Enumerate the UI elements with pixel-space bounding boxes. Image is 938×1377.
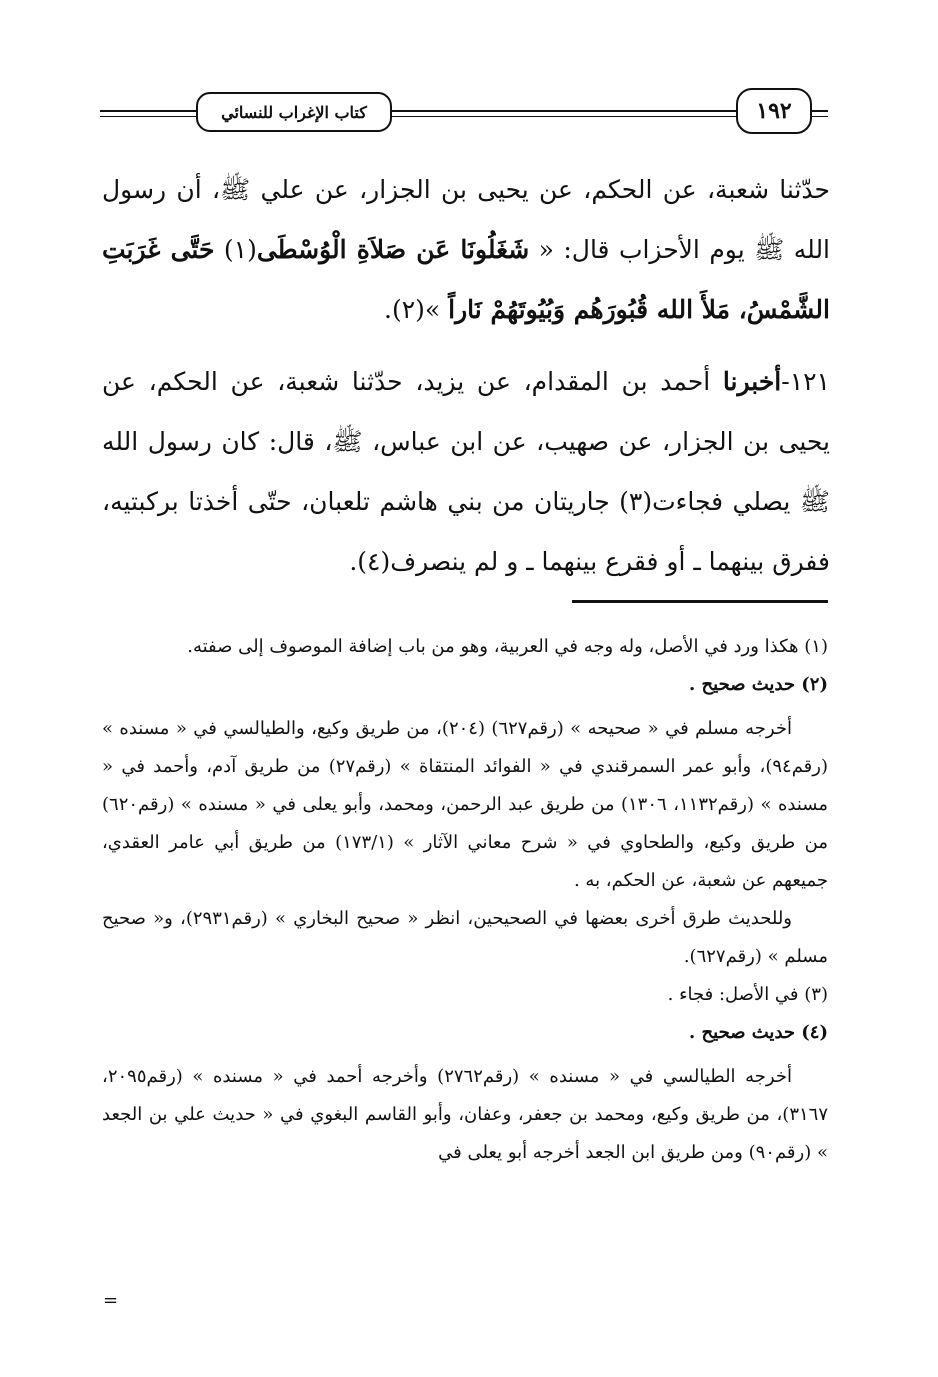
paragraph-hadith-120 (102, 160, 830, 340)
continuation-mark: = (103, 1290, 119, 1311)
text-run: »(٢). (384, 295, 449, 324)
text-run: أحمد بن المقدام، عن يزيد، حدّثنا شعبة، عن الحكم، عن يحيى بن الجزار، عن صهيب، عن ابن عباس، ﷺ، قال: كان رسول الله ﷺ يصلي فجاءت(٣) جاريتان من بني هاشم تلعبان، حتّى أخذتا بركبتيه، ففرق بينهما ـ أو فقرع بينهما ـ و لم ينصرف(٤). (102, 367, 830, 576)
footnote-ref: (١) (214, 235, 257, 264)
text-run-bold: حَتَّى غَرَبَتِ الشَّمْسُ، مَلأَ الله قُبُورَهُم وَبُيُوتَهُمْ نَاراً (102, 235, 830, 324)
footnote-3: (٣) في الأصل: فجاء . (667, 984, 828, 1005)
footnote-4-text: أخرجه الطيالسي في « مسنده » (رقم٢٧٦٢) وأخرجه أحمد في « مسنده » (رقم٢٠٩٥، ٣١٦٧)، من طريق وكيع، ومحمد بن جعفر، وعفان، وأبو القاسم البغوي في « حديث علي بن الجعد » (رقم٩٠) ومن طريق ابن الجعد أخرجه أبو يعلى في (102, 1066, 828, 1163)
page-header (100, 88, 828, 138)
footnote-2-text-2: وللحديث طرق أخرى بعضها في الصحيحين، انظر « صحيح البخاري » (رقم٢٩٣١)، و« صحيح مسلم » (رقم٦٢٧). (102, 908, 828, 967)
book-title: كتاب الإغراب للنسائي (196, 92, 392, 132)
hadith-number: ١٢١- (781, 367, 830, 396)
paragraph-hadith-121 (102, 352, 830, 592)
header-rule-right (812, 110, 828, 117)
footnotes (102, 628, 828, 1172)
text-run-bold: شَغَلُونَا عَن صَلاَةِ الْوُسْطَى (256, 235, 530, 264)
header-rule-left (100, 110, 196, 117)
header-rule-middle (392, 110, 736, 117)
text-run: حدّثنا شعبة، عن الحكم، عن يحيى بن الجزار، عن علي ﷺ، أن رسول الله ﷺ يوم الأحزاب قال: « (102, 175, 831, 264)
main-text (102, 160, 830, 592)
text-run-bold: أخبرنا (722, 367, 782, 396)
footnote-separator (572, 600, 828, 603)
footnote-2-title: (٢) حديث صحيح . (689, 674, 828, 695)
page-number: ١٩٢ (736, 88, 812, 134)
footnote-2-text: أخرجه مسلم في « صحيحه » (رقم٦٢٧) (٢٠٤)، من طريق وكيع، والطيالسي في « مسنده » (رقم٩٤)، وأبو عمر السمرقندي في « الفوائد المنتقاة » (رقم٢٧) من طريق آدم، وأحمد في « مسنده » (رقم١١٣٢، ١٣٠٦) من طريق عبد الرحمن، ومحمد، وأبو يعلى في « مسنده » (رقم٦٢٠) من طريق وكيع، والطحاوي في « شرح معاني الآثار » (١٧٣/١) من طريق أبي عامر العقدي، جميعهم عن شعبة، عن الحكم، به . (102, 718, 828, 891)
footnote-1: (١) هكذا ورد في الأصل، وله وجه في العربية، وهو من باب إضافة الموصوف إلى صفته. (187, 636, 828, 657)
footnote-4-title: (٤) حديث صحيح . (689, 1022, 828, 1043)
